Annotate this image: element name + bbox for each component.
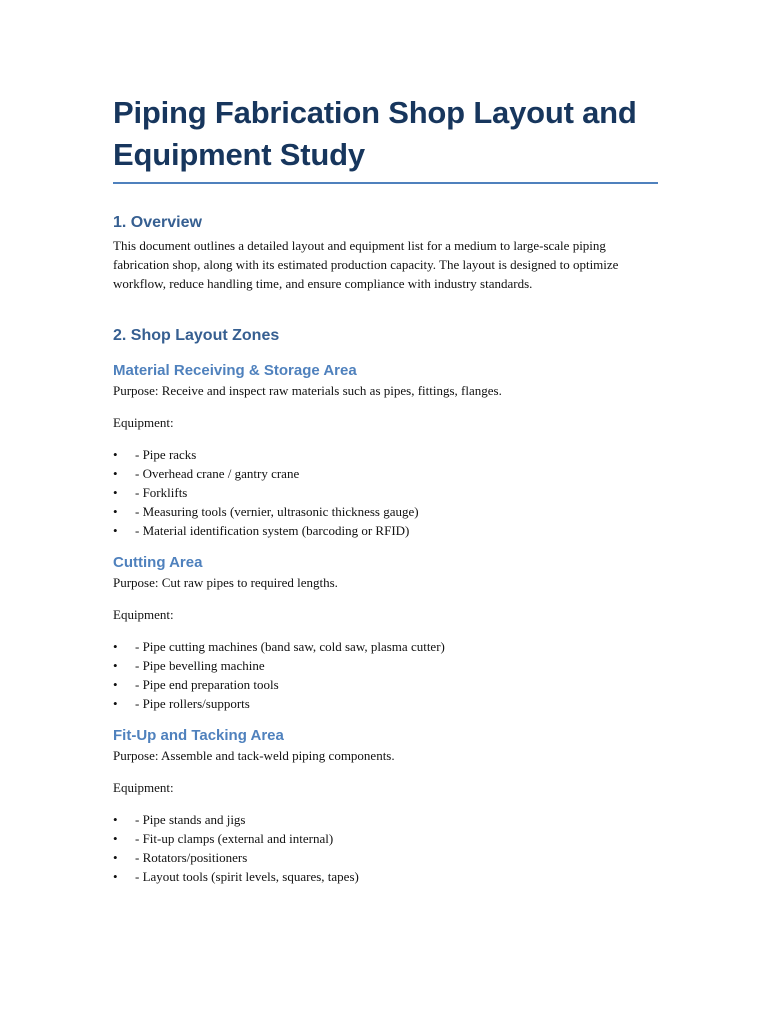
list-item: • - Overhead crane / gantry crane — [113, 466, 300, 481]
zone-heading-receiving-storage: Material Receiving & Storage Area — [113, 362, 357, 379]
bullet-icon: • — [113, 831, 118, 846]
list-item: • - Rotators/positioners — [113, 850, 248, 865]
bullet-icon: • — [113, 523, 118, 538]
bullet-icon: • — [113, 677, 118, 692]
equipment-label: Equipment: — [113, 780, 174, 795]
section-heading-layout-zones: 2. Shop Layout Zones — [113, 327, 280, 344]
bullet-icon: • — [113, 466, 118, 481]
document-body — [113, 92, 658, 886]
bullet-icon: • — [113, 850, 118, 865]
zone-purpose: Purpose: Receive and inspect raw materials such as pipes, fittings, flanges. — [113, 383, 502, 398]
bullet-icon: • — [113, 658, 118, 673]
equipment-label: Equipment: — [113, 415, 174, 430]
list-item: • - Pipe racks — [113, 447, 197, 462]
list-item: • - Forklifts — [113, 485, 188, 500]
document-title: Piping Fabrication Shop Layout and Equipment Study — [113, 92, 658, 184]
list-item: • - Pipe rollers/supports — [113, 696, 250, 711]
list-item: • - Pipe stands and jigs — [113, 812, 246, 827]
bullet-icon: • — [113, 869, 118, 884]
bullet-icon: • — [113, 504, 118, 519]
zone-purpose: Purpose: Assemble and tack-weld piping components. — [113, 748, 395, 763]
list-item: • - Fit-up clamps (external and internal) — [113, 831, 334, 846]
list-item: • - Layout tools (spirit levels, squares, tapes) — [113, 869, 359, 884]
bullet-icon: • — [113, 639, 118, 654]
bullet-icon: • — [113, 485, 118, 500]
bullet-icon: • — [113, 696, 118, 711]
equipment-list — [113, 810, 658, 886]
list-item: • - Measuring tools (vernier, ultrasonic thickness gauge) — [113, 504, 419, 519]
overview-paragraph: This document outlines a detailed layout and equipment list for a medium to large-scale piping fabrication shop, along with its estimated production capacity. The layout is designed to optimize workflow, reduce handling time, and ensure compliance with industry standards. — [113, 238, 619, 291]
list-item: • - Pipe cutting machines (band saw, cold saw, plasma cutter) — [113, 639, 445, 654]
equipment-label: Equipment: — [113, 607, 174, 622]
section-heading-overview: 1. Overview — [113, 214, 202, 231]
zone-purpose: Purpose: Cut raw pipes to required lengths. — [113, 575, 338, 590]
equipment-list — [113, 637, 658, 713]
list-item: • - Pipe end preparation tools — [113, 677, 279, 692]
list-item: • - Pipe bevelling machine — [113, 658, 265, 673]
list-item: • - Material identification system (barcoding or RFID) — [113, 523, 410, 538]
equipment-list — [113, 445, 658, 540]
zone-heading-fit-up-tacking: Fit-Up and Tacking Area — [113, 727, 284, 744]
bullet-icon: • — [113, 447, 118, 462]
bullet-icon: • — [113, 812, 118, 827]
zone-heading-cutting: Cutting Area — [113, 554, 203, 571]
